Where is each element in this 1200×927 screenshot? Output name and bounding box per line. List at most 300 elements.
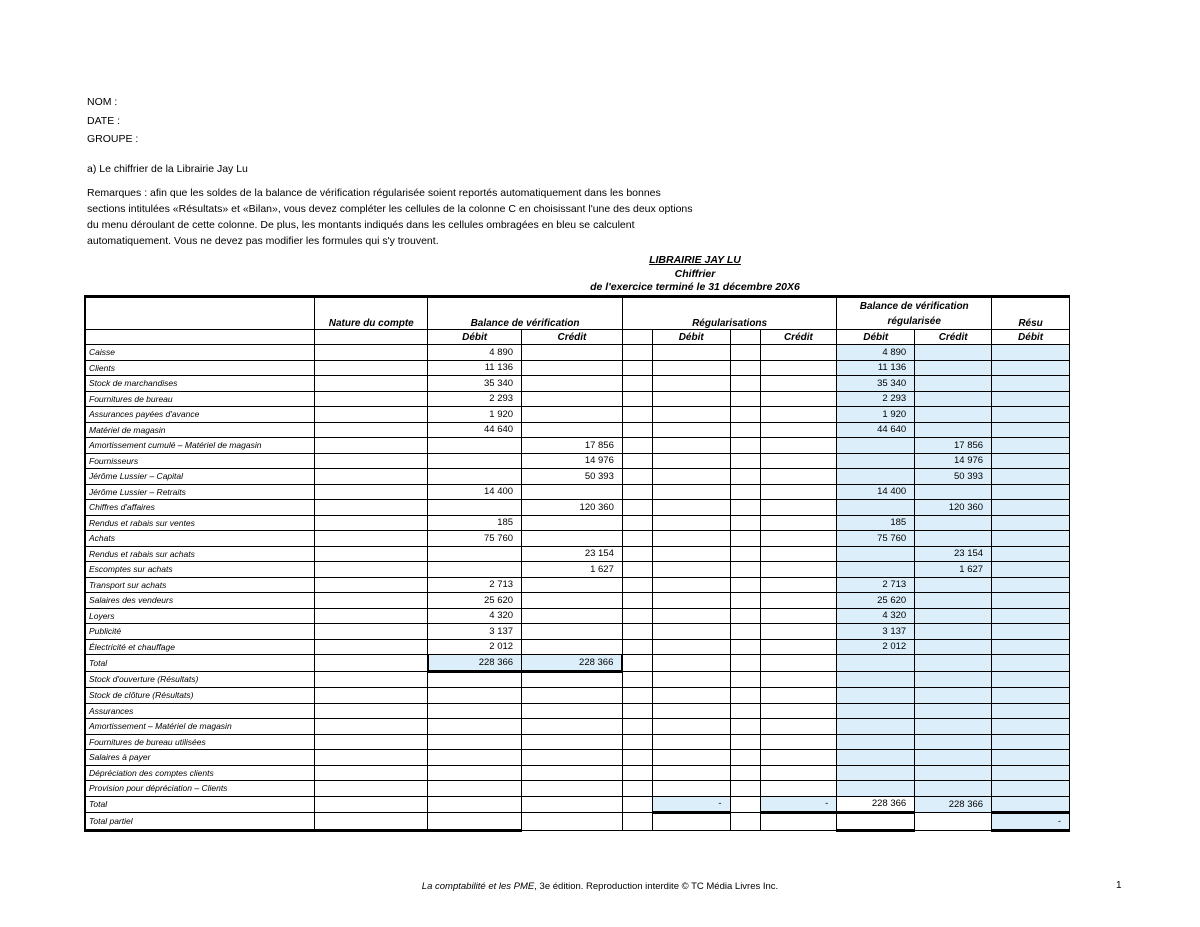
adjusted-debit-cell[interactable]: 44 640	[837, 422, 915, 438]
reg-ref-cell[interactable]	[730, 734, 760, 750]
adjusted-debit-cell[interactable]	[837, 765, 915, 781]
reg-ref-cell[interactable]	[730, 376, 760, 392]
nature-cell[interactable]	[315, 407, 428, 423]
balance-debit-cell[interactable]: 75 760	[428, 531, 522, 547]
reg-credit-cell[interactable]	[760, 813, 837, 831]
nature-cell[interactable]	[315, 438, 428, 454]
reg-credit-cell[interactable]	[760, 515, 837, 531]
results-debit-cell[interactable]	[992, 765, 1070, 781]
nature-cell[interactable]	[315, 734, 428, 750]
adjusted-debit-cell[interactable]	[837, 655, 915, 672]
reg-ref-cell[interactable]	[622, 577, 652, 593]
account-label[interactable]: Caisse	[85, 345, 315, 361]
adjusted-debit-cell[interactable]: 3 137	[837, 624, 915, 640]
total-label[interactable]: Total	[85, 796, 315, 813]
results-debit-cell[interactable]	[992, 453, 1070, 469]
account-label[interactable]: Jérôme Lussier – Capital	[85, 469, 315, 485]
reg-credit-cell[interactable]	[760, 360, 837, 376]
adjusted-credit-cell[interactable]	[915, 577, 992, 593]
reg-ref-cell[interactable]	[730, 515, 760, 531]
balance-debit-cell[interactable]: 35 340	[428, 376, 522, 392]
adjusted-debit-cell[interactable]: 4 320	[837, 608, 915, 624]
balance-credit-cell[interactable]	[522, 376, 623, 392]
adjusted-credit-cell[interactable]: 120 360	[915, 500, 992, 516]
reg-debit-cell[interactable]	[652, 671, 730, 688]
reg-debit-cell[interactable]	[652, 422, 730, 438]
reg-ref-cell[interactable]	[730, 469, 760, 485]
results-debit-cell[interactable]	[992, 577, 1070, 593]
balance-debit-cell[interactable]	[428, 719, 522, 735]
reg-debit-cell[interactable]	[652, 345, 730, 361]
reg-ref-cell[interactable]	[730, 688, 760, 704]
results-debit-cell[interactable]	[992, 671, 1070, 688]
adjusted-debit-cell[interactable]: 35 340	[837, 376, 915, 392]
reg-debit-cell[interactable]	[652, 546, 730, 562]
adjusted-credit-cell[interactable]	[915, 703, 992, 719]
reg-debit-cell[interactable]	[652, 376, 730, 392]
reg-debit-cell[interactable]	[652, 562, 730, 578]
reg-debit-cell[interactable]	[652, 531, 730, 547]
nature-cell[interactable]	[315, 608, 428, 624]
account-label[interactable]: Salaires à payer	[85, 750, 315, 766]
results-debit-cell[interactable]	[992, 624, 1070, 640]
reg-credit-cell[interactable]	[760, 422, 837, 438]
adjusted-debit-cell[interactable]	[837, 671, 915, 688]
reg-ref-cell[interactable]	[622, 813, 652, 831]
results-debit-cell[interactable]	[992, 438, 1070, 454]
reg-ref-cell[interactable]	[730, 360, 760, 376]
adjusted-credit-cell[interactable]	[915, 608, 992, 624]
reg-ref-cell[interactable]	[622, 655, 652, 672]
balance-debit-cell[interactable]	[428, 453, 522, 469]
balance-debit-cell[interactable]: 4 890	[428, 345, 522, 361]
results-debit-cell[interactable]	[992, 688, 1070, 704]
account-label[interactable]: Loyers	[85, 608, 315, 624]
reg-ref-cell[interactable]	[622, 484, 652, 500]
balance-debit-cell[interactable]: 3 137	[428, 624, 522, 640]
reg-credit-cell[interactable]	[760, 407, 837, 423]
adjusted-credit-cell[interactable]	[915, 376, 992, 392]
nature-cell[interactable]	[315, 688, 428, 704]
adjusted-credit-cell[interactable]	[915, 624, 992, 640]
adjusted-debit-cell[interactable]	[837, 469, 915, 485]
total-reg-credit[interactable]: -	[760, 796, 837, 813]
adjusted-credit-cell[interactable]	[915, 360, 992, 376]
results-debit-cell[interactable]	[992, 484, 1070, 500]
balance-credit-cell[interactable]	[522, 750, 623, 766]
account-label[interactable]: Jérôme Lussier – Retraits	[85, 484, 315, 500]
reg-debit-cell[interactable]	[652, 453, 730, 469]
adjusted-debit-cell[interactable]	[837, 719, 915, 735]
reg-credit-cell[interactable]	[760, 562, 837, 578]
reg-credit-cell[interactable]	[760, 624, 837, 640]
adjusted-debit-cell[interactable]: 25 620	[837, 593, 915, 609]
reg-credit-cell[interactable]	[760, 546, 837, 562]
total-adjusted-credit[interactable]: 228 366	[915, 796, 992, 813]
reg-ref-cell[interactable]	[622, 422, 652, 438]
total-adjusted-debit[interactable]: 228 366	[837, 796, 915, 813]
account-label[interactable]: Dépréciation des comptes clients	[85, 765, 315, 781]
balance-credit-cell[interactable]	[522, 688, 623, 704]
reg-debit-cell[interactable]	[652, 734, 730, 750]
adjusted-credit-cell[interactable]: 23 154	[915, 546, 992, 562]
reg-debit-cell[interactable]	[652, 593, 730, 609]
reg-debit-cell[interactable]	[652, 500, 730, 516]
results-debit-cell[interactable]	[992, 500, 1070, 516]
reg-ref-cell[interactable]	[622, 608, 652, 624]
adjusted-credit-cell[interactable]	[915, 765, 992, 781]
balance-debit-cell[interactable]	[428, 781, 522, 797]
balance-debit-cell[interactable]	[428, 688, 522, 704]
reg-credit-cell[interactable]	[760, 639, 837, 655]
adjusted-credit-cell[interactable]	[915, 345, 992, 361]
reg-ref-cell[interactable]	[622, 719, 652, 735]
reg-ref-cell[interactable]	[730, 719, 760, 735]
reg-ref-cell[interactable]	[730, 813, 760, 831]
reg-ref-cell[interactable]	[730, 422, 760, 438]
account-label[interactable]: Assurances	[85, 703, 315, 719]
reg-credit-cell[interactable]	[760, 593, 837, 609]
account-label[interactable]: Escomptes sur achats	[85, 562, 315, 578]
balance-debit-cell[interactable]	[428, 796, 522, 813]
balance-debit-cell[interactable]: 14 400	[428, 484, 522, 500]
reg-credit-cell[interactable]	[760, 376, 837, 392]
balance-credit-cell[interactable]: 14 976	[522, 453, 623, 469]
reg-ref-cell[interactable]	[622, 345, 652, 361]
adjusted-debit-cell[interactable]	[837, 734, 915, 750]
reg-ref-cell[interactable]	[730, 391, 760, 407]
balance-credit-cell[interactable]	[522, 719, 623, 735]
reg-credit-cell[interactable]	[760, 734, 837, 750]
account-label[interactable]: Fournitures de bureau utilisées	[85, 734, 315, 750]
adjusted-debit-cell[interactable]	[837, 813, 915, 831]
reg-debit-cell[interactable]	[652, 813, 730, 831]
nature-cell[interactable]	[315, 546, 428, 562]
adjusted-credit-cell[interactable]	[915, 593, 992, 609]
nature-cell[interactable]	[315, 577, 428, 593]
reg-ref-cell[interactable]	[622, 750, 652, 766]
balance-debit-cell[interactable]	[428, 469, 522, 485]
reg-debit-cell[interactable]	[652, 484, 730, 500]
total-balance-credit[interactable]: 228 366	[522, 655, 623, 672]
results-debit-cell[interactable]	[992, 639, 1070, 655]
balance-credit-cell[interactable]	[522, 624, 623, 640]
reg-credit-cell[interactable]	[760, 438, 837, 454]
results-debit-cell[interactable]	[992, 562, 1070, 578]
reg-ref-cell[interactable]	[730, 577, 760, 593]
balance-debit-cell[interactable]: 2 293	[428, 391, 522, 407]
reg-ref-cell[interactable]	[730, 562, 760, 578]
account-label[interactable]: Provision pour dépréciation – Clients	[85, 781, 315, 797]
adjusted-credit-cell[interactable]: 1 627	[915, 562, 992, 578]
balance-credit-cell[interactable]	[522, 813, 623, 831]
account-label[interactable]: Assurances payées d'avance	[85, 407, 315, 423]
reg-ref-cell[interactable]	[730, 624, 760, 640]
reg-ref-cell[interactable]	[622, 515, 652, 531]
reg-ref-cell[interactable]	[622, 624, 652, 640]
nature-cell[interactable]	[315, 345, 428, 361]
reg-credit-cell[interactable]	[760, 671, 837, 688]
results-debit-cell[interactable]	[992, 593, 1070, 609]
nature-cell[interactable]	[315, 655, 428, 672]
adjusted-credit-cell[interactable]	[915, 484, 992, 500]
reg-credit-cell[interactable]	[760, 453, 837, 469]
results-debit-cell[interactable]	[992, 655, 1070, 672]
adjusted-credit-cell[interactable]	[915, 781, 992, 797]
balance-credit-cell[interactable]	[522, 391, 623, 407]
reg-debit-cell[interactable]	[652, 655, 730, 672]
reg-ref-cell[interactable]	[730, 608, 760, 624]
balance-credit-cell[interactable]	[522, 360, 623, 376]
reg-debit-cell[interactable]	[652, 469, 730, 485]
balance-credit-cell[interactable]	[522, 515, 623, 531]
balance-credit-cell[interactable]	[522, 345, 623, 361]
nature-cell[interactable]	[315, 813, 428, 831]
reg-ref-cell[interactable]	[622, 562, 652, 578]
reg-ref-cell[interactable]	[622, 531, 652, 547]
account-label[interactable]: Amortissement – Matériel de magasin	[85, 719, 315, 735]
nature-cell[interactable]	[315, 593, 428, 609]
reg-debit-cell[interactable]	[652, 360, 730, 376]
results-debit-cell[interactable]	[992, 407, 1070, 423]
reg-ref-cell[interactable]	[730, 765, 760, 781]
nature-cell[interactable]	[315, 703, 428, 719]
balance-credit-cell[interactable]: 50 393	[522, 469, 623, 485]
balance-credit-cell[interactable]	[522, 734, 623, 750]
nature-cell[interactable]	[315, 796, 428, 813]
reg-ref-cell[interactable]	[622, 688, 652, 704]
reg-ref-cell[interactable]	[622, 593, 652, 609]
reg-ref-cell[interactable]	[730, 750, 760, 766]
balance-debit-cell[interactable]	[428, 500, 522, 516]
reg-ref-cell[interactable]	[730, 345, 760, 361]
reg-ref-cell[interactable]	[730, 546, 760, 562]
results-debit-cell[interactable]	[992, 750, 1070, 766]
results-debit-cell[interactable]	[992, 469, 1070, 485]
adjusted-debit-cell[interactable]: 11 136	[837, 360, 915, 376]
reg-ref-cell[interactable]	[622, 765, 652, 781]
partial-total-label[interactable]: Total partiel	[85, 813, 315, 831]
reg-credit-cell[interactable]	[760, 719, 837, 735]
balance-debit-cell[interactable]: 2 012	[428, 639, 522, 655]
account-label[interactable]: Achats	[85, 531, 315, 547]
results-debit-cell[interactable]	[992, 531, 1070, 547]
adjusted-credit-cell[interactable]	[915, 734, 992, 750]
adjusted-credit-cell[interactable]	[915, 639, 992, 655]
balance-credit-cell[interactable]	[522, 796, 623, 813]
nature-cell[interactable]	[315, 781, 428, 797]
adjusted-credit-cell[interactable]	[915, 750, 992, 766]
balance-debit-cell[interactable]	[428, 750, 522, 766]
balance-debit-cell[interactable]: 25 620	[428, 593, 522, 609]
account-label[interactable]: Amortissement cumulé – Matériel de magasin	[85, 438, 315, 454]
reg-debit-cell[interactable]	[652, 624, 730, 640]
balance-debit-cell[interactable]: 185	[428, 515, 522, 531]
nature-cell[interactable]	[315, 453, 428, 469]
balance-credit-cell[interactable]	[522, 608, 623, 624]
reg-credit-cell[interactable]	[760, 345, 837, 361]
reg-ref-cell[interactable]	[622, 376, 652, 392]
nature-cell[interactable]	[315, 484, 428, 500]
balance-debit-cell[interactable]: 4 320	[428, 608, 522, 624]
reg-debit-cell[interactable]	[652, 407, 730, 423]
reg-ref-cell[interactable]	[622, 734, 652, 750]
reg-ref-cell[interactable]	[730, 781, 760, 797]
reg-credit-cell[interactable]	[760, 500, 837, 516]
total-balance-debit[interactable]: 228 366	[428, 655, 522, 672]
adjusted-credit-cell[interactable]: 17 856	[915, 438, 992, 454]
account-label[interactable]: Rendus et rabais sur achats	[85, 546, 315, 562]
account-label[interactable]: Stock de clôture (Résultats)	[85, 688, 315, 704]
balance-debit-cell[interactable]: 2 713	[428, 577, 522, 593]
results-debit-cell[interactable]	[992, 796, 1070, 813]
adjusted-credit-cell[interactable]	[915, 655, 992, 672]
reg-ref-cell[interactable]	[730, 407, 760, 423]
adjusted-credit-cell[interactable]: 14 976	[915, 453, 992, 469]
adjusted-debit-cell[interactable]	[837, 438, 915, 454]
reg-credit-cell[interactable]	[760, 703, 837, 719]
adjusted-credit-cell[interactable]	[915, 391, 992, 407]
reg-debit-cell[interactable]	[652, 639, 730, 655]
balance-credit-cell[interactable]	[522, 531, 623, 547]
reg-ref-cell[interactable]	[622, 391, 652, 407]
balance-credit-cell[interactable]	[522, 765, 623, 781]
account-label[interactable]: Publicité	[85, 624, 315, 640]
total-label[interactable]: Total	[85, 655, 315, 672]
account-label[interactable]: Stock de marchandises	[85, 376, 315, 392]
results-debit-cell[interactable]	[992, 345, 1070, 361]
reg-ref-cell[interactable]	[622, 703, 652, 719]
reg-credit-cell[interactable]	[760, 608, 837, 624]
reg-credit-cell[interactable]	[760, 484, 837, 500]
results-debit-cell[interactable]	[992, 376, 1070, 392]
results-debit-cell[interactable]	[992, 515, 1070, 531]
adjusted-debit-cell[interactable]: 185	[837, 515, 915, 531]
reg-ref-cell[interactable]	[730, 671, 760, 688]
balance-credit-cell[interactable]	[522, 639, 623, 655]
reg-debit-cell[interactable]	[652, 765, 730, 781]
balance-debit-cell[interactable]	[428, 562, 522, 578]
account-label[interactable]: Salaires des vendeurs	[85, 593, 315, 609]
reg-ref-cell[interactable]	[622, 469, 652, 485]
balance-credit-cell[interactable]: 1 627	[522, 562, 623, 578]
account-label[interactable]: Transport sur achats	[85, 577, 315, 593]
reg-ref-cell[interactable]	[622, 438, 652, 454]
adjusted-credit-cell[interactable]: 50 393	[915, 469, 992, 485]
reg-ref-cell[interactable]	[730, 453, 760, 469]
reg-debit-cell[interactable]	[652, 438, 730, 454]
results-debit-cell[interactable]	[992, 719, 1070, 735]
balance-credit-cell[interactable]	[522, 407, 623, 423]
adjusted-debit-cell[interactable]	[837, 453, 915, 469]
balance-credit-cell[interactable]	[522, 593, 623, 609]
reg-credit-cell[interactable]	[760, 655, 837, 672]
adjusted-debit-cell[interactable]: 2 012	[837, 639, 915, 655]
balance-credit-cell[interactable]: 120 360	[522, 500, 623, 516]
nature-cell[interactable]	[315, 765, 428, 781]
results-debit-cell[interactable]	[992, 391, 1070, 407]
results-debit-cell[interactable]	[992, 546, 1070, 562]
adjusted-debit-cell[interactable]	[837, 688, 915, 704]
balance-credit-cell[interactable]	[522, 703, 623, 719]
adjusted-credit-cell[interactable]	[915, 671, 992, 688]
balance-debit-cell[interactable]: 44 640	[428, 422, 522, 438]
reg-ref-cell[interactable]	[622, 453, 652, 469]
balance-credit-cell[interactable]: 23 154	[522, 546, 623, 562]
reg-ref-cell[interactable]	[730, 796, 760, 813]
reg-ref-cell[interactable]	[622, 796, 652, 813]
balance-debit-cell[interactable]	[428, 703, 522, 719]
partial-results-debit[interactable]: -	[992, 813, 1070, 831]
balance-debit-cell[interactable]	[428, 671, 522, 688]
nature-cell[interactable]	[315, 562, 428, 578]
reg-debit-cell[interactable]	[652, 608, 730, 624]
reg-debit-cell[interactable]	[652, 719, 730, 735]
balance-credit-cell[interactable]	[522, 577, 623, 593]
reg-credit-cell[interactable]	[760, 391, 837, 407]
reg-ref-cell[interactable]	[622, 500, 652, 516]
account-label[interactable]: Clients	[85, 360, 315, 376]
nature-cell[interactable]	[315, 531, 428, 547]
reg-ref-cell[interactable]	[622, 546, 652, 562]
nature-cell[interactable]	[315, 624, 428, 640]
reg-credit-cell[interactable]	[760, 469, 837, 485]
adjusted-debit-cell[interactable]: 14 400	[837, 484, 915, 500]
reg-ref-cell[interactable]	[730, 639, 760, 655]
reg-credit-cell[interactable]	[760, 765, 837, 781]
reg-ref-cell[interactable]	[730, 593, 760, 609]
reg-ref-cell[interactable]	[622, 671, 652, 688]
adjusted-debit-cell[interactable]	[837, 500, 915, 516]
reg-debit-cell[interactable]	[652, 781, 730, 797]
results-debit-cell[interactable]	[992, 734, 1070, 750]
reg-credit-cell[interactable]	[760, 577, 837, 593]
balance-debit-cell[interactable]: 1 920	[428, 407, 522, 423]
adjusted-debit-cell[interactable]	[837, 546, 915, 562]
reg-ref-cell[interactable]	[730, 655, 760, 672]
balance-debit-cell[interactable]	[428, 813, 522, 831]
balance-debit-cell[interactable]	[428, 765, 522, 781]
reg-ref-cell[interactable]	[622, 639, 652, 655]
account-label[interactable]: Électricité et chauffage	[85, 639, 315, 655]
nature-cell[interactable]	[315, 515, 428, 531]
balance-debit-cell[interactable]: 11 136	[428, 360, 522, 376]
account-label[interactable]: Chiffres d'affaires	[85, 500, 315, 516]
results-debit-cell[interactable]	[992, 608, 1070, 624]
reg-ref-cell[interactable]	[730, 703, 760, 719]
adjusted-debit-cell[interactable]: 2 713	[837, 577, 915, 593]
results-debit-cell[interactable]	[992, 422, 1070, 438]
reg-debit-cell[interactable]	[652, 515, 730, 531]
account-label[interactable]: Fournitures de bureau	[85, 391, 315, 407]
reg-ref-cell[interactable]	[622, 781, 652, 797]
adjusted-debit-cell[interactable]	[837, 703, 915, 719]
results-debit-cell[interactable]	[992, 781, 1070, 797]
nature-cell[interactable]	[315, 671, 428, 688]
reg-ref-cell[interactable]	[730, 438, 760, 454]
results-debit-cell[interactable]	[992, 703, 1070, 719]
reg-credit-cell[interactable]	[760, 781, 837, 797]
adjusted-credit-cell[interactable]	[915, 422, 992, 438]
total-reg-debit[interactable]: -	[652, 796, 730, 813]
adjusted-debit-cell[interactable]	[837, 781, 915, 797]
balance-credit-cell[interactable]	[522, 671, 623, 688]
reg-debit-cell[interactable]	[652, 750, 730, 766]
adjusted-debit-cell[interactable]	[837, 562, 915, 578]
reg-ref-cell[interactable]	[730, 531, 760, 547]
adjusted-debit-cell[interactable]: 2 293	[837, 391, 915, 407]
balance-debit-cell[interactable]	[428, 734, 522, 750]
